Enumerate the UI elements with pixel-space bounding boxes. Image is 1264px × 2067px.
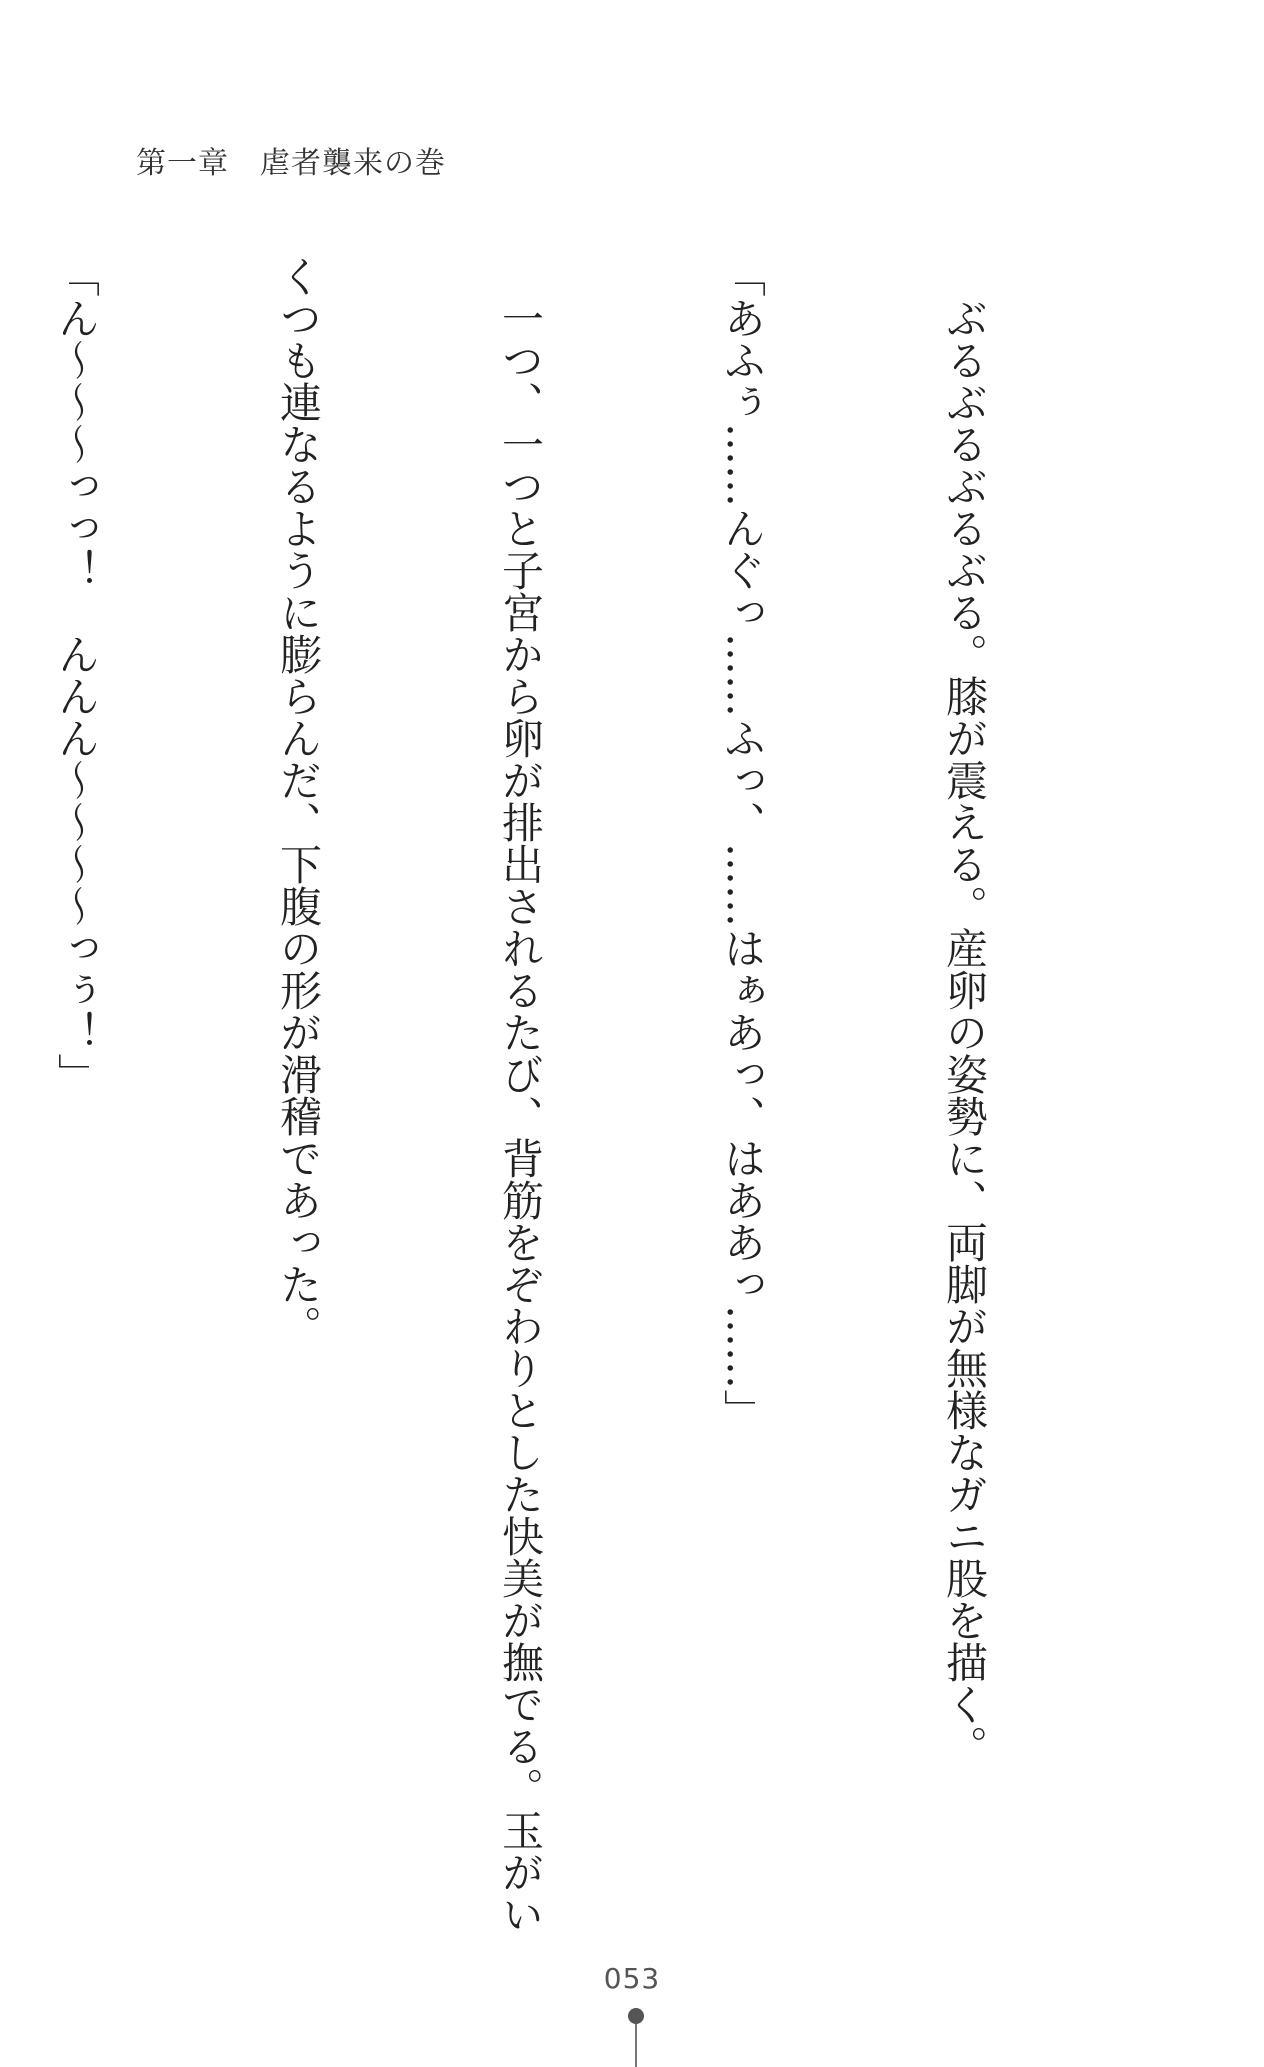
text-line: 「あふぅ……んぐっ……ふっ、……はぁあっ、はああっ……」 xyxy=(718,255,767,1431)
page-number-stem xyxy=(635,2024,637,2067)
page-number-dot-icon xyxy=(628,2008,644,2024)
page-number: 053 xyxy=(603,1962,661,1995)
vertical-text-block xyxy=(0,255,1149,1935)
text-line: ぶるぶるぶるぶる。膝が震える。産卵の姿勢に、両脚が無様なガニ股を描く。 xyxy=(940,255,989,1767)
chapter-running-head: 第一章 虐者襲来の巻 xyxy=(136,146,446,181)
text-line: 一つ、一つと子宮から卵が排出されるたび、背筋をぞわりとした快美が撫でる。玉がい xyxy=(496,255,545,1935)
text-line: 「ん～～～っっ！ んんん～～～～っぅ！」 xyxy=(52,255,101,1095)
text-line: くつも連なるように膨らんだ、下腹の形が滑稽であった。 xyxy=(274,255,323,1347)
